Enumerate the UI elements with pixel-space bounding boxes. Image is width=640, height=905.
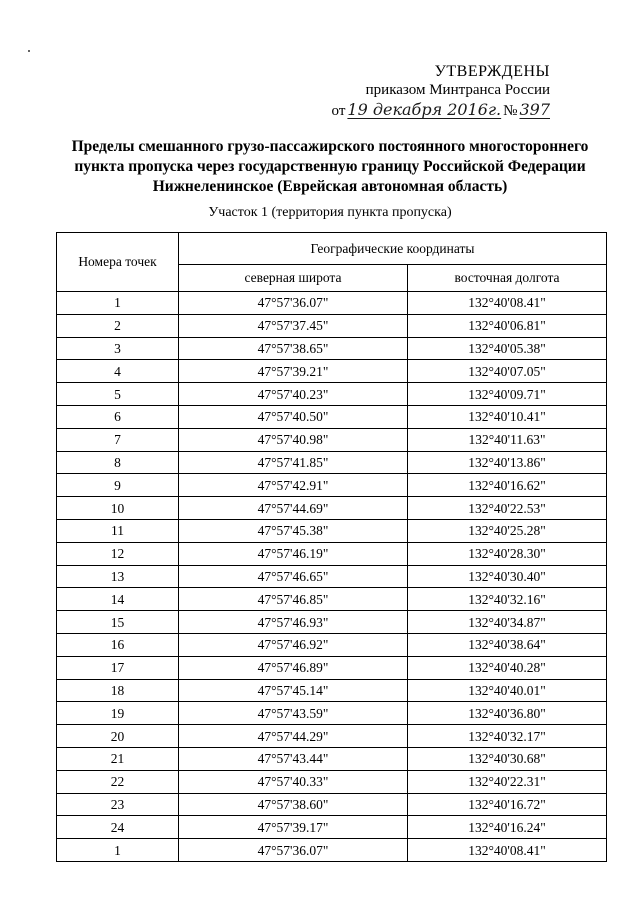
table-row	[57, 633, 607, 656]
handwritten-number: 397	[519, 100, 550, 119]
point-number-cell: 8	[57, 451, 179, 474]
longitude-cell: 132°40'06.81"	[408, 314, 607, 337]
point-number-cell: 18	[57, 679, 179, 702]
table-row	[57, 428, 607, 451]
longitude-cell: 132°40'05.38"	[408, 337, 607, 360]
table-row	[57, 519, 607, 542]
point-number-cell: 4	[57, 360, 179, 383]
point-number-cell: 2	[57, 314, 179, 337]
title-line: пункта пропуска через государственную границу Российской Федерации	[74, 158, 586, 175]
longitude-cell: 132°40'25.28"	[408, 519, 607, 542]
point-number-cell: 1	[57, 292, 179, 315]
latitude-cell: 47°57'40.50"	[179, 405, 408, 428]
point-number-cell: 14	[57, 588, 179, 611]
longitude-cell: 132°40'07.05"	[408, 360, 607, 383]
header-longitude: восточная долгота	[408, 265, 607, 292]
header-latitude: северная широта	[179, 265, 408, 292]
latitude-cell: 47°57'38.65"	[179, 337, 408, 360]
point-number-cell: 7	[57, 428, 179, 451]
longitude-cell: 132°40'09.71"	[408, 383, 607, 406]
table-row	[57, 497, 607, 520]
latitude-cell: 47°57'45.38"	[179, 519, 408, 542]
title-line: Пределы смешанного грузо-пассажирского постоянного многостороннего	[71, 138, 589, 155]
latitude-cell: 47°57'42.91"	[179, 474, 408, 497]
longitude-cell: 132°40'34.87"	[408, 611, 607, 634]
latitude-cell: 47°57'46.92"	[179, 633, 408, 656]
longitude-cell: 132°40'16.24"	[408, 816, 607, 839]
point-number-cell: 3	[57, 337, 179, 360]
longitude-cell: 132°40'32.16"	[408, 588, 607, 611]
latitude-cell: 47°57'38.60"	[179, 793, 408, 816]
latitude-cell: 47°57'37.45"	[179, 314, 408, 337]
latitude-cell: 47°57'40.23"	[179, 383, 408, 406]
latitude-cell: 47°57'43.59"	[179, 702, 408, 725]
header-geo-coordinates: Географические координаты	[179, 233, 607, 265]
latitude-cell: 47°57'43.44"	[179, 747, 408, 770]
longitude-cell: 132°40'16.72"	[408, 793, 607, 816]
point-number-cell: 17	[57, 656, 179, 679]
table-row	[57, 542, 607, 565]
table-row	[57, 816, 607, 839]
table-row	[57, 747, 607, 770]
longitude-cell: 132°40'13.86"	[408, 451, 607, 474]
table-row	[57, 588, 607, 611]
latitude-cell: 47°57'46.93"	[179, 611, 408, 634]
approval-order: приказом Минтранса России	[365, 82, 550, 98]
handwritten-date: 19 декабря 2016г.	[347, 100, 502, 119]
point-number-cell: 5	[57, 383, 179, 406]
latitude-cell: 47°57'46.19"	[179, 542, 408, 565]
approval-block	[330, 62, 550, 121]
latitude-cell: 47°57'44.69"	[179, 497, 408, 520]
longitude-cell: 132°40'32.17"	[408, 725, 607, 748]
point-number-cell: 9	[57, 474, 179, 497]
table-row	[57, 451, 607, 474]
point-number-cell: 20	[57, 725, 179, 748]
longitude-cell: 132°40'28.30"	[408, 542, 607, 565]
title-line: Нижнеленинское (Еврейская автономная область)	[152, 178, 508, 195]
longitude-cell: 132°40'40.01"	[408, 679, 607, 702]
coordinates-body	[57, 292, 607, 862]
approval-heading: УТВЕРЖДЕНЫ	[434, 63, 550, 80]
longitude-cell: 132°40'30.40"	[408, 565, 607, 588]
point-number-cell: 22	[57, 770, 179, 793]
latitude-cell: 47°57'46.65"	[179, 565, 408, 588]
document-title	[40, 137, 620, 197]
latitude-cell: 47°57'45.14"	[179, 679, 408, 702]
longitude-cell: 132°40'30.68"	[408, 747, 607, 770]
latitude-cell: 47°57'46.89"	[179, 656, 408, 679]
section-title: Участок 1 (территория пункта пропуска)	[208, 205, 452, 220]
longitude-cell: 132°40'22.31"	[408, 770, 607, 793]
table-row	[57, 679, 607, 702]
point-number-cell: 16	[57, 633, 179, 656]
approval-date-line	[330, 100, 550, 121]
table-row	[57, 292, 607, 315]
point-number-cell: 21	[57, 747, 179, 770]
table-row	[57, 725, 607, 748]
longitude-cell: 132°40'16.62"	[408, 474, 607, 497]
point-number-cell: 1	[57, 839, 179, 862]
longitude-cell: 132°40'11.63"	[408, 428, 607, 451]
longitude-cell: 132°40'38.64"	[408, 633, 607, 656]
table-row	[57, 611, 607, 634]
point-number-cell: 10	[57, 497, 179, 520]
table-row	[57, 656, 607, 679]
longitude-cell: 132°40'36.80"	[408, 702, 607, 725]
table-row	[57, 474, 607, 497]
number-prefix: №	[503, 103, 518, 119]
point-number-cell: 12	[57, 542, 179, 565]
longitude-cell: 132°40'10.41"	[408, 405, 607, 428]
date-prefix: от	[331, 103, 346, 119]
table-row	[57, 360, 607, 383]
latitude-cell: 47°57'44.29"	[179, 725, 408, 748]
latitude-cell: 47°57'36.07"	[179, 292, 408, 315]
latitude-cell: 47°57'40.33"	[179, 770, 408, 793]
longitude-cell: 132°40'08.41"	[408, 292, 607, 315]
longitude-cell: 132°40'08.41"	[408, 839, 607, 862]
point-number-cell: 13	[57, 565, 179, 588]
table-row	[57, 405, 607, 428]
point-number-cell: 11	[57, 519, 179, 542]
point-number-cell: 23	[57, 793, 179, 816]
table-row	[57, 839, 607, 862]
latitude-cell: 47°57'46.85"	[179, 588, 408, 611]
latitude-cell: 47°57'40.98"	[179, 428, 408, 451]
table-row	[57, 702, 607, 725]
latitude-cell: 47°57'39.17"	[179, 816, 408, 839]
point-number-cell: 6	[57, 405, 179, 428]
header-point-numbers: Номера точек	[57, 233, 179, 292]
coordinates-table	[56, 232, 607, 862]
latitude-cell: 47°57'41.85"	[179, 451, 408, 474]
longitude-cell: 132°40'22.53"	[408, 497, 607, 520]
table-row	[57, 383, 607, 406]
latitude-cell: 47°57'39.21"	[179, 360, 408, 383]
scan-speck	[28, 50, 30, 52]
longitude-cell: 132°40'40.28"	[408, 656, 607, 679]
table-row	[57, 793, 607, 816]
table-row	[57, 314, 607, 337]
table-row	[57, 337, 607, 360]
point-number-cell: 19	[57, 702, 179, 725]
latitude-cell: 47°57'36.07"	[179, 839, 408, 862]
table-row	[57, 565, 607, 588]
point-number-cell: 24	[57, 816, 179, 839]
table-row	[57, 770, 607, 793]
point-number-cell: 15	[57, 611, 179, 634]
